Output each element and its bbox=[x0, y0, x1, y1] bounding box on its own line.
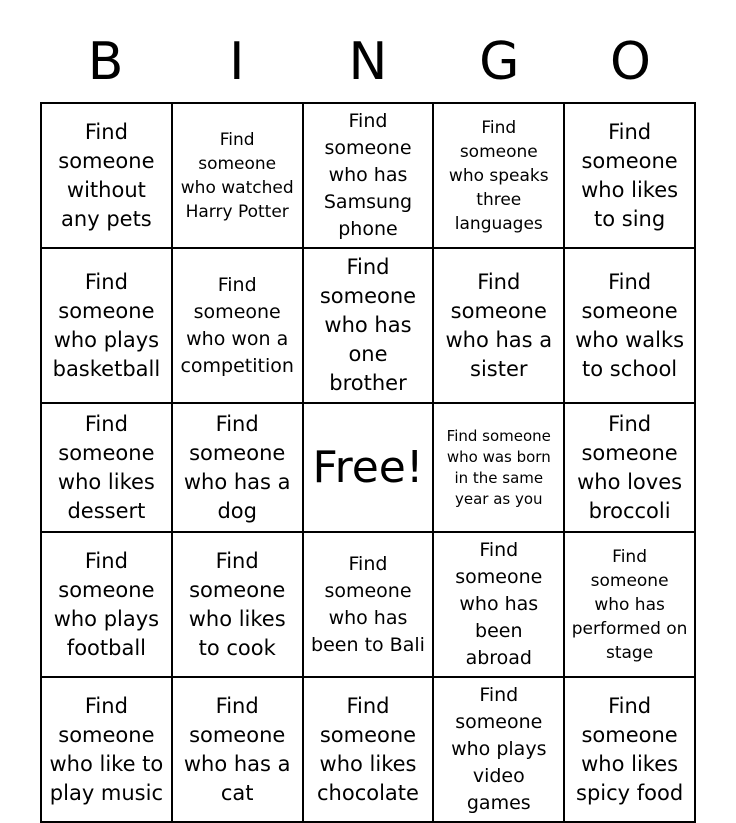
bingo-cell[interactable]: Find someone who likes chocolate bbox=[303, 677, 434, 822]
header-letter-i: I bbox=[229, 32, 245, 92]
header-letter-n: N bbox=[348, 32, 388, 92]
bingo-cell[interactable]: Find someone without any pets bbox=[41, 103, 172, 248]
bingo-cell[interactable]: Find someone who was born in the same year as you bbox=[433, 403, 564, 532]
bingo-row bbox=[41, 532, 695, 677]
bingo-cell[interactable]: Find someone who likes dessert bbox=[41, 403, 172, 532]
bingo-cell[interactable]: Find someone who speaks three languages bbox=[433, 103, 564, 248]
bingo-cell[interactable]: Find someone who has Samsung phone bbox=[303, 103, 434, 248]
header-letter-o: O bbox=[609, 32, 651, 92]
bingo-cell[interactable]: Find someone who has a sister bbox=[433, 248, 564, 403]
bingo-cell[interactable]: Find someone who has been to Bali bbox=[303, 532, 434, 677]
bingo-cell-free[interactable]: Free! bbox=[303, 403, 434, 532]
bingo-cell[interactable]: Find someone who walks to school bbox=[564, 248, 695, 403]
bingo-cell[interactable]: Find someone who likes spicy food bbox=[564, 677, 695, 822]
bingo-cell[interactable]: Find someone who like to play music bbox=[41, 677, 172, 822]
bingo-cell[interactable]: Find someone who won a competition bbox=[172, 248, 303, 403]
bingo-grid bbox=[40, 102, 696, 823]
bingo-cell[interactable]: Find someone who plays basketball bbox=[41, 248, 172, 403]
bingo-cell[interactable]: Find someone who watched Harry Potter bbox=[172, 103, 303, 248]
bingo-cell[interactable]: Find someone who likes to cook bbox=[172, 532, 303, 677]
bingo-header bbox=[40, 0, 696, 94]
bingo-cell[interactable]: Find someone who plays football bbox=[41, 532, 172, 677]
bingo-cell[interactable]: Find someone who has a dog bbox=[172, 403, 303, 532]
bingo-row bbox=[41, 103, 695, 248]
bingo-cell[interactable]: Find someone who loves broccoli bbox=[564, 403, 695, 532]
bingo-row bbox=[41, 403, 695, 532]
bingo-cell[interactable]: Find someone who plays video games bbox=[433, 677, 564, 822]
header-letter-b: B bbox=[87, 32, 124, 92]
bingo-cell[interactable]: Find someone who has one brother bbox=[303, 248, 434, 403]
bingo-cell[interactable]: Find someone who has been abroad bbox=[433, 532, 564, 677]
bingo-cell[interactable]: Find someone who likes to sing bbox=[564, 103, 695, 248]
bingo-row bbox=[41, 677, 695, 822]
header-letter-g: G bbox=[479, 32, 520, 92]
bingo-cell[interactable]: Find someone who has performed on stage bbox=[564, 532, 695, 677]
bingo-cell[interactable]: Find someone who has a cat bbox=[172, 677, 303, 822]
bingo-row bbox=[41, 248, 695, 403]
